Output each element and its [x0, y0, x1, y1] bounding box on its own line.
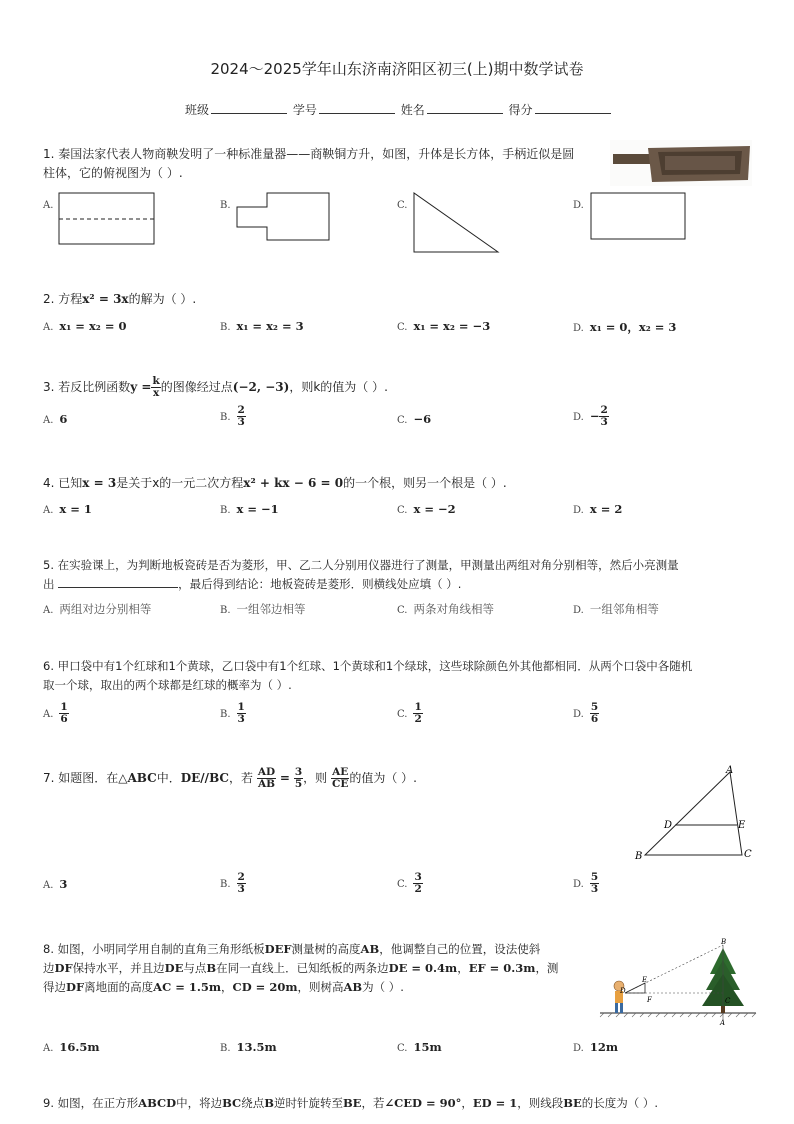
- question-4-text: 4. 已知x = 3是关于x的一元二次方程x² + kx − 6 = 0的一个根，则另一个根是（ ）.: [43, 476, 507, 490]
- q1-option-c-label: C.: [397, 200, 408, 211]
- number-label: 学号: [292, 103, 317, 117]
- q6-option-a[interactable]: A. $\frac{1}{6}$: [43, 701, 68, 725]
- q2-option-c[interactable]: C. x₁ = x₂ = −3: [397, 319, 491, 333]
- q3-option-a[interactable]: A. 6: [43, 412, 68, 426]
- svg-text:C: C: [744, 849, 752, 860]
- q8-option-d[interactable]: D. 12m: [573, 1040, 619, 1054]
- q1-option-d-figure[interactable]: [590, 192, 688, 242]
- q4-option-c[interactable]: C. x = −2: [397, 502, 456, 516]
- svg-text:C: C: [725, 997, 731, 1005]
- score-label: 得分: [508, 103, 533, 117]
- svg-text:E: E: [642, 976, 648, 984]
- svg-text:E: E: [738, 820, 746, 831]
- svg-text:A: A: [726, 765, 734, 776]
- measure-handle: [613, 154, 653, 164]
- number-blank[interactable]: [319, 103, 395, 114]
- q7-option-d[interactable]: D. $\frac{5}{3}$: [573, 871, 599, 895]
- question-3-text: 3. 若反比例函数y = $\frac{k}{x}$ 的图像经过点(−2, −3)，则k的值为（ ）.: [43, 375, 388, 399]
- q3-option-b[interactable]: B. $\frac{2}{3}$: [220, 404, 245, 428]
- q2-equation: x² = 3x: [82, 292, 129, 306]
- q8-option-c[interactable]: C. 15m: [397, 1040, 442, 1054]
- name-blank[interactable]: [427, 103, 503, 114]
- q7-triangle-figure: [630, 762, 756, 864]
- q2-option-d[interactable]: D. x₁ = 0，x₂ = 3: [573, 320, 677, 334]
- q7-option-b[interactable]: B. $\frac{2}{3}$: [220, 871, 245, 895]
- svg-text:D: D: [620, 987, 626, 995]
- q8-option-a[interactable]: A. 16.5m: [43, 1040, 100, 1054]
- question-1-text: [43, 145, 603, 183]
- q2-option-a[interactable]: A. x₁ = x₂ = 0: [43, 319, 127, 333]
- q7-option-c[interactable]: C. $\frac{3}{2}$: [397, 871, 422, 895]
- class-label: 班级: [185, 103, 210, 117]
- person-icon: [614, 981, 624, 1013]
- bronze-measure-photo: [610, 140, 752, 186]
- question-7-text: 7. 如题图．在△ABC中．DE//BC，若 $\frac{AD}{AB}$ = $\frac{3}{5}$ ，则 $\frac{AE}{CE}$ 的值为（ ）.: [43, 766, 417, 790]
- svg-text:B: B: [635, 851, 643, 862]
- paper-triangle: [625, 983, 645, 993]
- question-8-text: 8. 如图，小明同学用自制的直角三角形纸板DEF测量树的高度AB，他调整自己的位置，设法使斜 边DF保持水平，并且边DE与点B在同一直线上．已知纸板的两条边DE = 0.4m，EF = 0.3m，测 得边DF离地面的高度AC = 1.5m，CD = 20m，则树高AB为（ ）.: [43, 942, 559, 994]
- q6-option-b[interactable]: B. $\frac{1}{3}$: [220, 701, 245, 725]
- q3-option-d[interactable]: D. − $\frac{2}{3}$: [573, 404, 608, 428]
- q4-option-d[interactable]: D. x = 2: [573, 502, 623, 516]
- score-blank[interactable]: [535, 103, 611, 114]
- q2-option-b[interactable]: B. x₁ = x₂ = 3: [220, 319, 304, 333]
- q6-option-c[interactable]: C. $\frac{1}{2}$: [397, 701, 422, 725]
- q5-option-c[interactable]: C. 两条对角线相等: [397, 602, 494, 616]
- q1-option-b-label: B.: [220, 200, 231, 211]
- svg-text:B: B: [721, 938, 727, 946]
- name-label: 姓名: [400, 103, 425, 117]
- q8-option-b[interactable]: B. 13.5m: [220, 1040, 277, 1054]
- q5-option-b[interactable]: B. 一组邻边相等: [220, 602, 306, 616]
- q1-line1: 1. 秦国法家代表人物商鞅发明了一种标准量器——商鞅铜方升，如图，升体是长方体，手柄近似是圆: [43, 147, 575, 161]
- q3-option-c[interactable]: C. −6: [397, 412, 432, 426]
- student-info-line: [185, 101, 613, 118]
- class-blank[interactable]: [211, 103, 287, 114]
- q1-option-a-figure[interactable]: [58, 192, 156, 246]
- question-5-text: 5. 在实验课上，为判断地板瓷砖是否为菱形，甲、乙二人分别用仪器进行了测量，甲测量出两组对角分别相等，然后小亮测量 出 ，最后得到结论：地板瓷砖是菱形．则横线处应填（ ）.: [43, 558, 679, 591]
- q1-option-d-label: D.: [573, 200, 584, 211]
- q4-option-a[interactable]: A. x = 1: [43, 502, 92, 516]
- q5-option-d[interactable]: D. 一组邻角相等: [573, 602, 659, 616]
- svg-text:D: D: [664, 820, 673, 831]
- question-9-text: 9. 如图，在正方形ABCD中，将边BC绕点B逆时针旋转至BE，若∠CED = 90°，ED = 1，则线段BE的长度为（ ）.: [43, 1096, 659, 1110]
- q5-answer-blank[interactable]: [58, 577, 178, 588]
- q1-option-a-label: A.: [43, 200, 54, 211]
- question-6-text: 6. 甲口袋中有1个红球和1个黄球，乙口袋中有1个红球、1个黄球和1个绿球，这些球除颜色外其他都相同．从两个口袋中各随机 取一个球，取出的两个球都是红球的概率为（ ）.: [43, 659, 693, 692]
- q5-option-a[interactable]: A. 两组对边分别相等: [43, 602, 152, 616]
- q1-option-b-figure[interactable]: [235, 192, 333, 242]
- q1-line2: 柱体，它的俯视图为（ ）.: [43, 166, 183, 180]
- question-2-text: 2. 方程x² = 3x的解为（ ）.: [43, 292, 197, 306]
- q7-option-a[interactable]: A. 3: [43, 877, 68, 891]
- page-title: 2024～2025学年山东济南济阳区初三(上)期中数学试卷: [210, 60, 584, 78]
- q8-tree-figure: [598, 936, 758, 1028]
- q6-option-d[interactable]: D. $\frac{5}{6}$: [573, 701, 599, 725]
- q4-option-b[interactable]: B. x = −1: [220, 502, 279, 516]
- q1-option-c-figure[interactable]: [412, 191, 502, 255]
- svg-text:F: F: [647, 996, 652, 1004]
- svg-text:A: A: [720, 1019, 726, 1027]
